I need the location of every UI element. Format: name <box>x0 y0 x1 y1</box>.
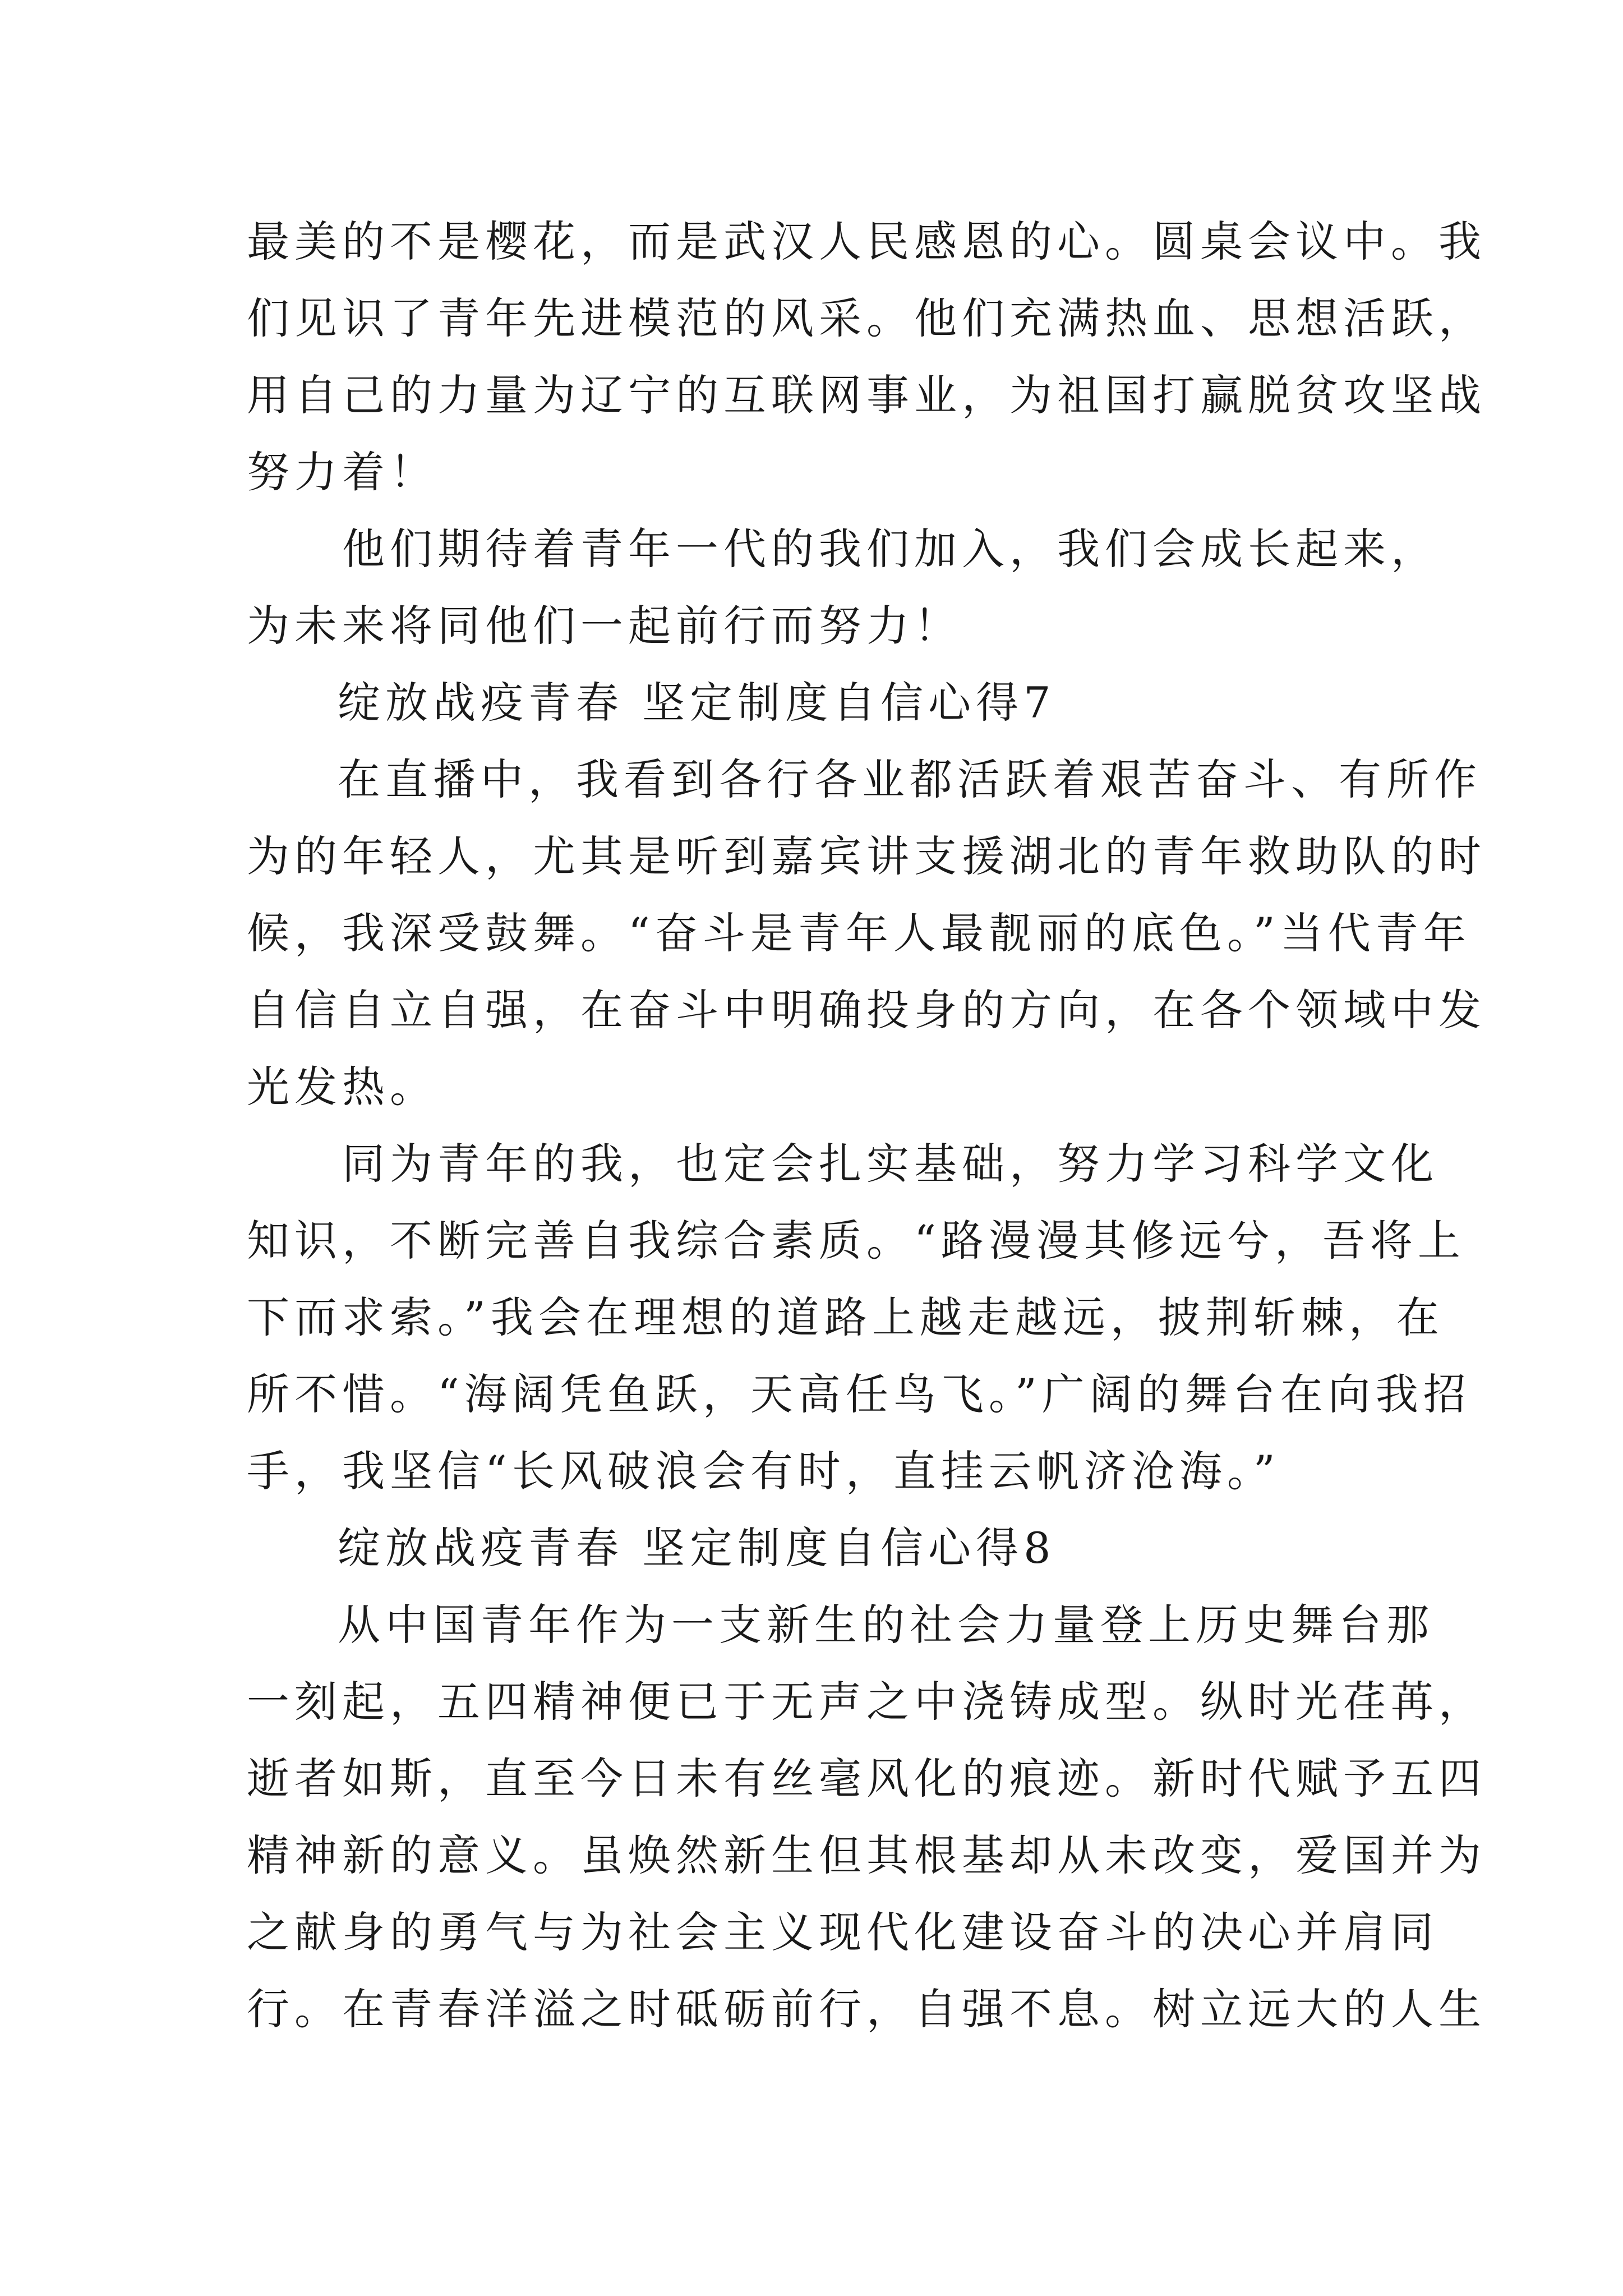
paragraph-line: 从中国青年作为一支新生的社会力量登上历史舞台那 <box>338 1600 1434 1650</box>
paragraph-line: 一刻起，五四精神便已于无声之中浇铸成型。纵时光荏苒， <box>247 1677 1486 1727</box>
paragraph-line: 知识，不断完善自我综合素质。“路漫漫其修远兮，吾将上 <box>247 1216 1465 1266</box>
paragraph-line: 候，我深受鼓舞。“奋斗是青年人最靓丽的底色。”当代青年 <box>247 908 1471 958</box>
paragraph-line: 光发热。 <box>247 1062 437 1112</box>
paragraph-line: 行。在青春洋溢之时砥砺前行，自强不息。树立远大的人生 <box>247 1984 1486 2034</box>
paragraph-line: 同为青年的我，也定会扎实基础，努力学习科学文化 <box>342 1139 1438 1189</box>
paragraph-line: 他们期待着青年一代的我们加入，我们会成长起来， <box>342 524 1438 574</box>
paragraph-line: 最美的不是樱花，而是武汉人民感恩的心。圆桌会议中。我 <box>247 217 1486 266</box>
paragraph-line: 下而求索。”我会在理想的道路上越走越远，披荆斩棘，在 <box>247 1292 1444 1342</box>
paragraph-line: 之献身的勇气与为社会主义现代化建设奋斗的决心并肩同 <box>247 1907 1438 1957</box>
paragraph-line: 努力着！ <box>247 447 437 497</box>
paragraph-line: 所不惜。“海阔凭鱼跃，天高任鸟飞。”广阔的舞台在向我招 <box>247 1369 1471 1419</box>
section-heading: 绽放战疫青春 坚定制度自信心得7 <box>338 678 1056 728</box>
paragraph-line: 在直播中，我看到各行各业都活跃着艰苦奋斗、有所作 <box>338 754 1482 804</box>
paragraph-line: 手，我坚信“长风破浪会有时，直挂云帆济沧海。” <box>247 1446 1280 1496</box>
paragraph-line: 精神新的意义。虽焕然新生但其根基却从未改变，爱国并为 <box>247 1830 1486 1880</box>
paragraph-line: 自信自立自强，在奋斗中明确投身的方向，在各个领域中发 <box>247 985 1486 1035</box>
paragraph-line: 逝者如斯，直至今日未有丝毫风化的痕迹。新时代赋予五四 <box>247 1754 1486 1803</box>
document-body <box>247 203 1486 2047</box>
paragraph-line: 们见识了青年先进模范的风采。他们充满热血、思想活跃， <box>247 293 1486 343</box>
paragraph-line: 为未来将同他们一起前行而努力！ <box>247 601 962 651</box>
paragraph-line: 用自己的力量为辽宁的互联网事业，为祖国打赢脱贫攻坚战 <box>247 370 1486 420</box>
section-heading: 绽放战疫青春 坚定制度自信心得8 <box>338 1523 1056 1573</box>
paragraph-line: 为的年轻人，尤其是听到嘉宾讲支援湖北的青年救助队的时 <box>247 831 1486 881</box>
